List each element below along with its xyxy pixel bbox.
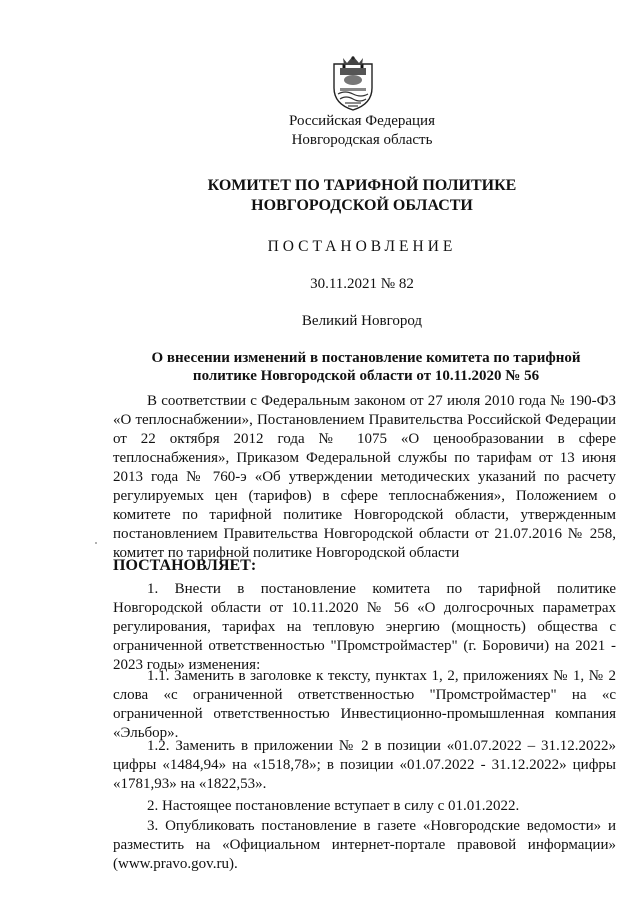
coat-of-arms-icon [328,54,378,112]
preamble-paragraph: В соответствии с Федеральным законом от 27 июля 2010 года № 190-ФЗ «О теплоснабжении», Постановлением Правительства Российской Федерации от 22 октября 2012 года № 1075 «О ценообразовании в сфере теплоснабжения», Приказом Федеральной службы по тарифам от 13 июня 2013 года № 760-э «Об утверждении методических указаний по расчету регулируемых цен (тарифов) в сфере теплоснабжения», Положением о комитете по тарифной политике Новгородской области, утвержденным постановлением Правительства Новгородской области от 21.07.2016 № 258, комитет по тарифной политике Новгородской области [113,393,616,561]
item-2: 2. Настоящее постановление вступает в силу с 01.01.2022. [147,798,520,814]
item-3: 3. Опубликовать постановление в газете «Новгородские ведомости» и разместить на «Официальном интернет-портале правовой информации» (www.pravo.gov.ru). [113,818,616,872]
city: Великий Новгород [301,313,423,329]
item-1-1: 1.1. Заменить в заголовке к тексту, пунктах 1, 2, приложениях № 1, № 2 слова «с ограниченной ответственностью "Промстроймастер" на «с ограниченной ответственностью Инвестиционно-промышленная компания «Эльбор». [113,668,616,741]
region-line: Новгородская область [291,132,433,148]
country-line: Российская Федерация [289,113,435,129]
committee-name: КОМИТЕТ ПО ТАРИФНОЙ ПОЛИТИКЕ НОВГОРОДСКОЙ ОБЛАСТИ [207,177,517,214]
scan-speck [95,542,97,544]
document-type: ПОСТАНОВЛЕНИЕ [267,238,457,255]
item-1: 1. Внести в постановление комитета по тарифной политике Новгородской области от 10.11.2020 № 56 «О долгосрочных параметрах регулирования, тарифах на тепловую энергию (мощность) общества с ограниченной ответственностью "Промстроймастер" (г. Боровичи) на 2021 - 2023 годы» изменения: [113,581,616,673]
document-subject: О внесении изменений в постановление комитета по тарифной политике Новгородской области от 10.11.2020 № 56 [151,350,581,384]
resolves-heading: ПОСТАНОВЛЯЕТ: [113,557,257,574]
document-date-number: 30.11.2021 № 82 [310,276,414,292]
item-1-2: 1.2. Заменить в приложении № 2 в позиции «01.07.2022 – 31.12.2022» цифры «1484,94» на «1518,78»; в позиции «01.07.2022 - 31.12.2022» цифры «1781,93» на «1822,53». [113,738,616,792]
